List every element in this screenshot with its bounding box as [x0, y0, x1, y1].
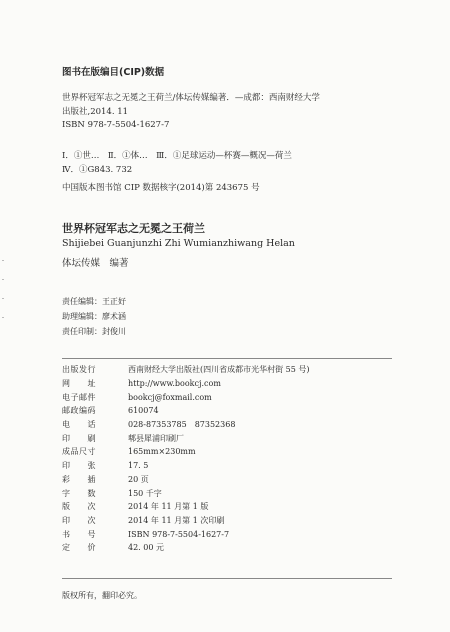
- publication-label: 网 址: [62, 379, 96, 389]
- publication-label: 印 刷: [62, 433, 96, 443]
- responsible-editor: 责任编辑：王正好: [62, 297, 126, 306]
- cip-line-record-number: 中国版本图书馆 CIP 数据核字(2014)第 243675 号: [62, 183, 260, 193]
- publication-label: 邮政编码: [62, 406, 96, 416]
- divider-bottom: [62, 578, 392, 579]
- publication-label: 出版发行: [62, 365, 96, 375]
- cip-line-publisher: 出版社,2014. 11: [62, 107, 129, 117]
- book-author: 体坛传媒 编著: [62, 258, 129, 269]
- publication-value: 2014 年 11 月第 1 次印刷: [128, 515, 225, 525]
- publication-value: bookcj@foxmail.com: [128, 392, 212, 402]
- publication-label: 版 次: [62, 502, 96, 512]
- publication-label: 成品尺寸: [62, 447, 96, 457]
- cip-line-title: 世界杯冠军志之无冕之王荷兰/体坛传媒编著．—成都：西南财经大学: [62, 93, 320, 103]
- publication-row: [62, 390, 310, 404]
- publication-label: 电子邮件: [62, 392, 96, 402]
- publication-value: ISBN 978-7-5504-1627-7: [128, 529, 230, 539]
- book-title-pinyin: Shijiebei Guanjunzhi Zhi Wumianzhiwang Helan: [62, 238, 295, 249]
- divider-top: [62, 358, 392, 359]
- publication-row: [62, 377, 310, 391]
- publication-label: 书 号: [62, 529, 96, 539]
- publication-row: [62, 404, 310, 418]
- publication-row: [62, 500, 310, 514]
- publication-value: 西南财经大学出版社(四川省成都市光华村街 55 号): [128, 365, 310, 375]
- publication-row: [62, 418, 310, 432]
- cip-heading: 图书在版编目(CIP)数据: [62, 67, 165, 78]
- publication-row: [62, 363, 310, 377]
- cip-line-subjects: Ⅰ．①世… Ⅱ．①体… Ⅲ．①足球运动—杯赛—概况—荷兰: [62, 151, 292, 161]
- publication-value: 42. 00 元: [128, 543, 164, 553]
- publication-label: 电 话: [62, 420, 96, 430]
- publication-info-table: [62, 363, 310, 555]
- publication-row: [62, 527, 310, 541]
- publication-row: [62, 445, 310, 459]
- publication-value: 郫县犀浦印刷厂: [128, 433, 184, 443]
- publication-label: 彩 插: [62, 474, 96, 484]
- publication-value: 20 页: [128, 474, 149, 484]
- publication-value: 028-87353785 87352368: [128, 420, 236, 430]
- publication-row: [62, 514, 310, 528]
- publication-value: 17. 5: [128, 461, 149, 471]
- publication-row: [62, 473, 310, 487]
- book-title: 世界杯冠军志之无冕之王荷兰: [62, 222, 205, 235]
- publication-row: [62, 459, 310, 473]
- publication-label: 印 次: [62, 515, 96, 525]
- cip-line-classification: Ⅳ．①G843. 732: [62, 165, 133, 175]
- publication-label: 定 价: [62, 543, 96, 553]
- publication-label: 印 张: [62, 461, 96, 471]
- printing-supervisor: 责任印制：封俊川: [62, 327, 126, 336]
- publication-value: 610074: [128, 406, 159, 416]
- publication-value: http://www.bookcj.com: [128, 379, 221, 389]
- assistant-editor: 助理编辑：廖术涵: [62, 312, 126, 321]
- rights-notice: 版权所有，翻印必究。: [62, 591, 142, 600]
- publication-row: [62, 541, 310, 555]
- publication-value: 2014 年 11 月第 1 版: [128, 502, 209, 512]
- publication-value: 165mm×230mm: [128, 447, 196, 457]
- publication-row: [62, 486, 310, 500]
- cip-line-isbn: ISBN 978-7-5504-1627-7: [62, 120, 170, 130]
- publication-value: 150 千字: [128, 488, 162, 498]
- publication-row: [62, 431, 310, 445]
- publication-label: 字 数: [62, 488, 96, 498]
- margin-scan-marks: [2, 260, 4, 340]
